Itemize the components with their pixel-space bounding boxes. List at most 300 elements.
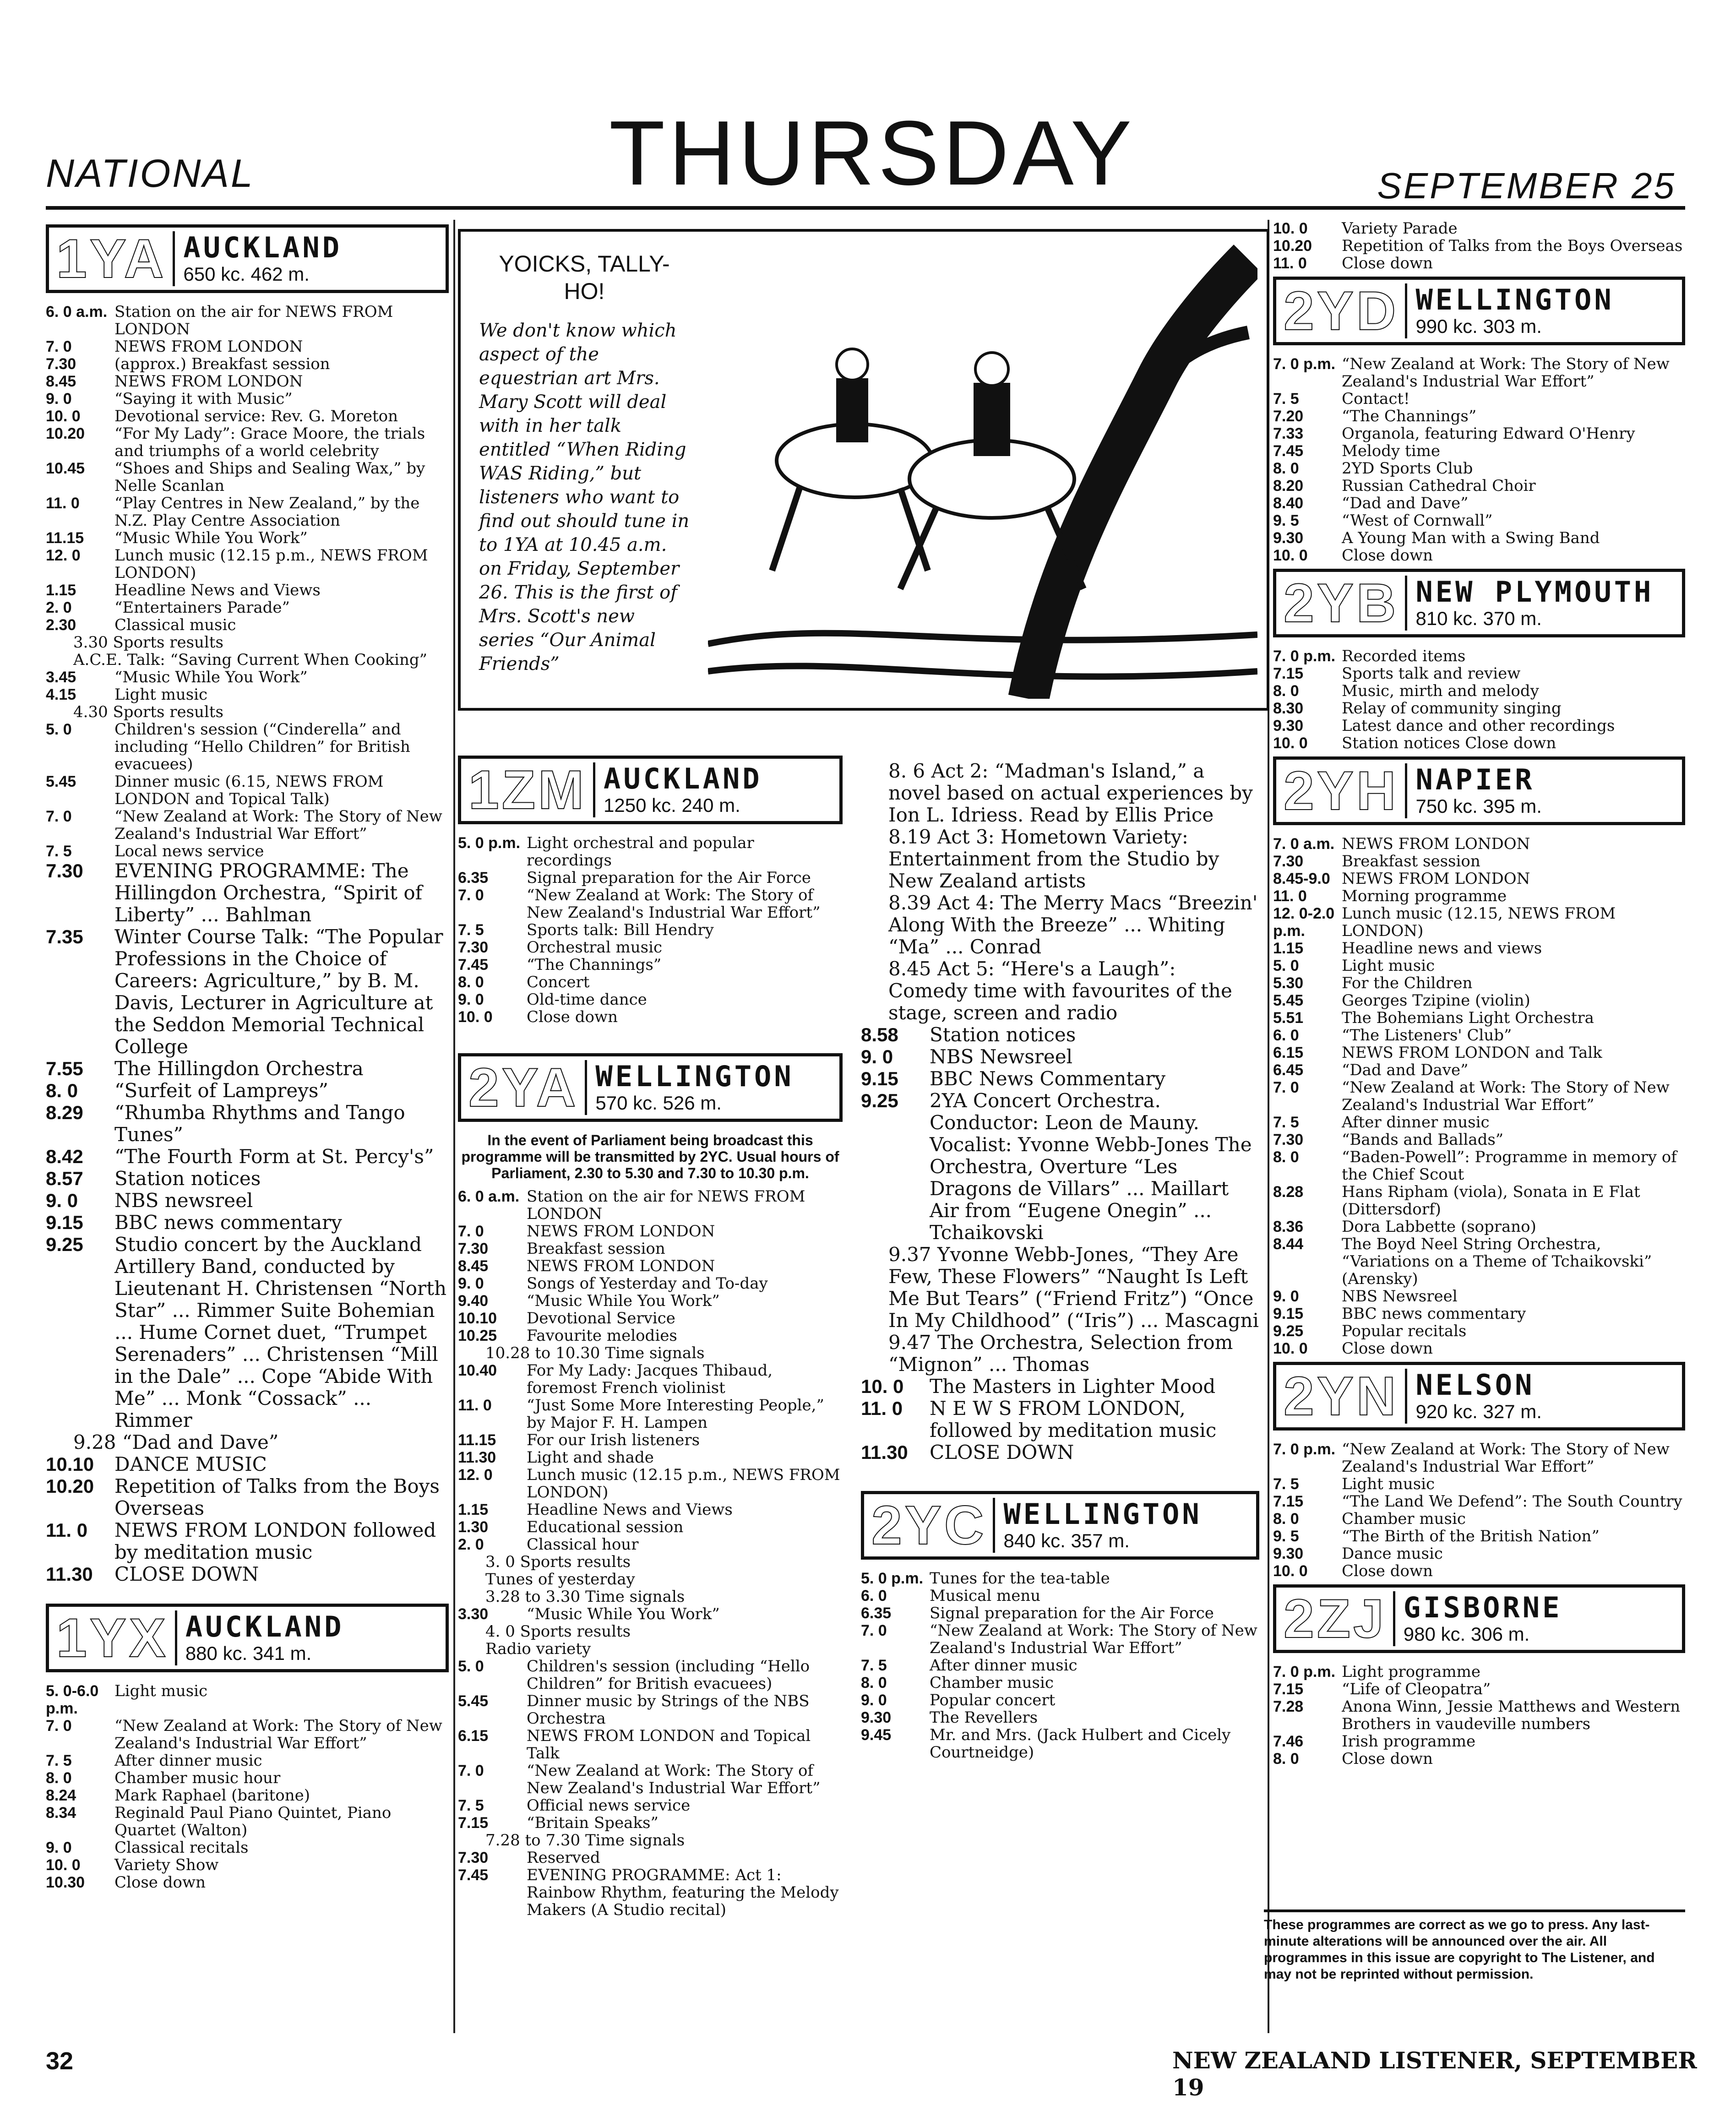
programme-row bbox=[1273, 1475, 1685, 1493]
programme-row bbox=[458, 1849, 843, 1866]
programme-title: “Dad and Dave” bbox=[1342, 1061, 1469, 1079]
programme-row bbox=[861, 1587, 1259, 1605]
programme-row bbox=[458, 1588, 843, 1605]
programme-title: Anona Winn, Jessie Matthews and Western Brothers in vaudeville numbers bbox=[1342, 1697, 1681, 1733]
programme-time: 7.46 bbox=[1273, 1733, 1304, 1750]
programme-title: Repetition of Talks from the Boys Overseas bbox=[1342, 237, 1683, 255]
programme-row bbox=[46, 582, 449, 599]
programme-row bbox=[458, 1553, 843, 1571]
programme-time: 10.20 bbox=[46, 1475, 94, 1497]
programme-time: 7.15 bbox=[1273, 665, 1304, 682]
programme-time: 7. 5 bbox=[458, 1797, 484, 1814]
station-city: AUCKLAND bbox=[185, 1610, 344, 1643]
programme-row bbox=[458, 1344, 843, 1362]
programme-title: Old-time dance bbox=[527, 990, 647, 1009]
programme-row bbox=[861, 1090, 1259, 1244]
programme-time: 5.30 bbox=[1273, 974, 1304, 992]
programme-row bbox=[458, 939, 843, 956]
programme-time: 4.15 bbox=[46, 686, 76, 703]
programme-row bbox=[46, 651, 449, 669]
programme-row bbox=[46, 1717, 449, 1752]
column-2b bbox=[861, 760, 1259, 1761]
programme-title: “Music While You Work” bbox=[114, 529, 308, 547]
programme-title: After dinner music bbox=[1342, 1113, 1490, 1131]
twoyb-list bbox=[1273, 647, 1685, 752]
programme-title: “The Birth of the British Nation” bbox=[1342, 1527, 1600, 1545]
programme-title: 3.28 to 3.30 Time signals bbox=[485, 1588, 685, 1606]
station-freq: 750 kc. 395 m. bbox=[1415, 795, 1542, 817]
date-label: SEPTEMBER 25 bbox=[1377, 165, 1676, 206]
programme-time: 8.45-9.0 bbox=[1273, 870, 1330, 887]
programme-row bbox=[458, 1431, 843, 1449]
programme-title: CLOSE DOWN bbox=[930, 1441, 1074, 1463]
programme-title: 9.28 “Dad and Dave” bbox=[73, 1431, 279, 1453]
programme-title: “For My Lady”: Grace Moore, the trials and triumphs of a world celebrity bbox=[114, 424, 425, 460]
programme-row bbox=[46, 1431, 449, 1453]
programme-time: 7. 0 bbox=[458, 887, 484, 904]
programme-row bbox=[46, 547, 449, 582]
programme-title: “New Zealand at Work: The Story of New Zealand's Industrial War Effort” bbox=[114, 1717, 442, 1752]
programme-row bbox=[46, 1190, 449, 1212]
programme-row bbox=[458, 1310, 843, 1327]
programme-title: Children's session (including “Hello Children” for British evacuees) bbox=[527, 1657, 810, 1693]
programme-row bbox=[458, 1257, 843, 1275]
programme-title: “New Zealand at Work: The Story of New Zealand's Industrial War Effort” bbox=[1342, 355, 1670, 391]
programme-title: Classical music bbox=[114, 616, 236, 634]
programme-title: Music, mirth and melody bbox=[1342, 682, 1539, 700]
programme-row bbox=[1273, 974, 1685, 992]
programme-time: 8. 0 bbox=[46, 1080, 78, 1101]
programme-title: Repetition of Talks from the Boys Overseas bbox=[114, 1475, 440, 1519]
programme-time: 9.25 bbox=[1273, 1322, 1304, 1340]
programme-title: Light orchestral and popular recordings bbox=[527, 834, 754, 870]
programme-row bbox=[46, 1769, 449, 1787]
programme-row bbox=[46, 1856, 449, 1874]
programme-time: 7. 0 bbox=[46, 1717, 72, 1735]
programme-row bbox=[861, 1692, 1259, 1709]
station-call: 2YD bbox=[1284, 283, 1407, 338]
programme-row bbox=[1273, 940, 1685, 957]
programme-time: 12. 0 bbox=[46, 547, 81, 564]
programme-row bbox=[861, 826, 1259, 892]
programme-title: Musical menu bbox=[930, 1587, 1041, 1605]
programme-title: Light music bbox=[1342, 957, 1435, 975]
programme-row bbox=[46, 843, 449, 860]
programme-row bbox=[1273, 1493, 1685, 1510]
programme-title: Light music bbox=[114, 685, 208, 704]
programme-row bbox=[46, 1212, 449, 1234]
programme-row bbox=[46, 1146, 449, 1168]
programme-row bbox=[1273, 1114, 1685, 1131]
station-freq: 1250 kc. 240 m. bbox=[604, 794, 740, 816]
programme-time: 7.30 bbox=[458, 1240, 489, 1257]
programme-row bbox=[46, 303, 449, 338]
programme-title: Light programme bbox=[1342, 1663, 1480, 1681]
programme-time: 7.45 bbox=[458, 1866, 489, 1884]
station-header-1zm bbox=[458, 756, 843, 824]
programme-time: 5.45 bbox=[1273, 992, 1304, 1009]
programme-time: 5.45 bbox=[46, 773, 76, 790]
programme-row bbox=[458, 1536, 843, 1553]
izm-list bbox=[458, 834, 843, 1026]
programme-time: 10. 0 bbox=[861, 1376, 904, 1397]
programme-row bbox=[1273, 1733, 1685, 1750]
programme-title: After dinner music bbox=[114, 1752, 262, 1770]
programme-title: For our Irish listeners bbox=[527, 1431, 700, 1449]
twoyh-list bbox=[1273, 835, 1685, 1357]
programme-time: 8. 0 bbox=[1273, 460, 1299, 477]
programme-time: 9. 0 bbox=[458, 991, 484, 1008]
programme-title: “Bands and Ballads” bbox=[1342, 1131, 1504, 1149]
programme-row bbox=[861, 1726, 1259, 1761]
programme-title: Close down bbox=[1342, 546, 1433, 565]
programme-row bbox=[46, 1682, 449, 1717]
programme-time: 12. 0 bbox=[458, 1466, 493, 1484]
programme-time bbox=[861, 760, 888, 826]
programme-row bbox=[46, 460, 449, 495]
station-call: 1YX bbox=[56, 1610, 177, 1665]
programme-time: 11.15 bbox=[458, 1431, 496, 1449]
programme-time: 1.15 bbox=[46, 582, 76, 599]
feature-title: YOICKS, TALLY-HO! bbox=[499, 251, 670, 304]
programme-title: Morning programme bbox=[1342, 887, 1507, 905]
programme-title: NEWS FROM LONDON bbox=[527, 1222, 715, 1240]
programme-time: 9.25 bbox=[861, 1090, 898, 1111]
programme-time bbox=[861, 1332, 888, 1376]
programme-row bbox=[458, 834, 843, 869]
programme-time: 7. 0 bbox=[861, 1622, 887, 1639]
programme-time: 5.45 bbox=[458, 1692, 489, 1710]
programme-row bbox=[1273, 1562, 1685, 1580]
programme-row bbox=[861, 1046, 1259, 1068]
programme-title: Devotional service: Rev. G. Moreton bbox=[114, 407, 398, 425]
section-label: NATIONAL bbox=[46, 152, 255, 196]
station-header-1yx bbox=[46, 1604, 449, 1672]
programme-row bbox=[46, 1787, 449, 1804]
programme-title: Close down bbox=[1342, 1339, 1433, 1358]
programme-row bbox=[46, 860, 449, 926]
programme-row bbox=[458, 991, 843, 1008]
station-header-1ya bbox=[46, 224, 449, 293]
twoyd-list bbox=[1273, 355, 1685, 564]
page-header bbox=[46, 101, 1685, 211]
page-number: 32 bbox=[46, 2047, 74, 2075]
programme-title: Winter Course Talk: “The Popular Professions in the Choice of Careers: Agriculture,” by B. M. Davis, Lecturer in Agriculture at the Seddon Memorial Technical College bbox=[114, 925, 443, 1058]
programme-row bbox=[46, 1453, 449, 1475]
programme-row bbox=[861, 1398, 1259, 1441]
programme-title: Headline news and views bbox=[1342, 939, 1542, 957]
programme-row bbox=[458, 1327, 843, 1344]
programme-row bbox=[1273, 905, 1685, 940]
programme-time: 7.45 bbox=[458, 956, 489, 974]
programme-time: 8.58 bbox=[861, 1024, 898, 1045]
programme-row bbox=[458, 1501, 843, 1518]
programme-title: 8.39 Act 4: The Merry Macs “Breezin' Along With the Breeze” ... Whiting “Ma” ... Conrad bbox=[888, 892, 1258, 958]
programme-title: “The Channings” bbox=[1342, 407, 1477, 425]
twozj-list bbox=[1273, 1663, 1685, 1768]
programme-title: “Surfeit of Lampreys” bbox=[114, 1079, 328, 1102]
programme-time: 9.15 bbox=[861, 1068, 898, 1089]
programme-row bbox=[1273, 887, 1685, 905]
programme-time: 7.30 bbox=[46, 355, 76, 373]
station-freq: 650 kc. 462 m. bbox=[183, 263, 310, 285]
programme-time: 10. 0 bbox=[1273, 1562, 1308, 1580]
programme-row bbox=[1273, 682, 1685, 700]
programme-title: Close down bbox=[114, 1873, 206, 1892]
programme-time: 9. 0 bbox=[458, 1275, 484, 1292]
programme-title: Close down bbox=[527, 1008, 618, 1026]
programme-time: 7. 0 bbox=[1273, 1079, 1299, 1096]
programme-time: 6.45 bbox=[1273, 1061, 1304, 1079]
programme-time: 10. 0 bbox=[1273, 220, 1308, 237]
programme-row bbox=[1273, 1218, 1685, 1235]
station-city: GISBORNE bbox=[1403, 1590, 1562, 1624]
programme-time: 8. 0 bbox=[861, 1674, 887, 1692]
programme-title: Melody time bbox=[1342, 442, 1440, 460]
programme-time: 7. 0 p.m. bbox=[1273, 1663, 1336, 1681]
programme-title: NEWS FROM LONDON bbox=[1342, 835, 1530, 853]
programme-title: Relay of community singing bbox=[1342, 699, 1562, 718]
programme-row bbox=[1273, 1528, 1685, 1545]
programme-title: For My Lady: Jacques Thibaud, foremost French violinist bbox=[527, 1361, 773, 1397]
programme-row bbox=[1273, 237, 1685, 255]
station-city: WELLINGTON bbox=[595, 1059, 794, 1093]
programme-title: Devotional Service bbox=[527, 1309, 675, 1327]
programme-row bbox=[458, 1762, 843, 1797]
programme-row bbox=[1273, 1340, 1685, 1357]
programme-time: 7.28 bbox=[1273, 1698, 1304, 1715]
programme-title: “Music While You Work” bbox=[527, 1292, 720, 1310]
programme-row bbox=[458, 1397, 843, 1431]
programme-time: 7. 5 bbox=[46, 1752, 72, 1769]
programme-time: 5. 0 bbox=[458, 1658, 484, 1675]
programme-time: 6.15 bbox=[458, 1727, 489, 1745]
station-freq: 840 kc. 357 m. bbox=[1003, 1530, 1130, 1552]
station-call: 1YA bbox=[56, 231, 175, 286]
programme-time: 11. 0 bbox=[458, 1397, 492, 1414]
programme-time: 6.35 bbox=[458, 869, 489, 887]
programme-time: 8.28 bbox=[1273, 1183, 1304, 1201]
programme-time: 5. 0-6.0 p.m. bbox=[46, 1682, 99, 1717]
programme-row bbox=[46, 529, 449, 547]
programme-title: Dance music bbox=[1342, 1545, 1443, 1563]
programme-title: 3. 0 Sports results bbox=[485, 1553, 631, 1571]
programme-title: Popular concert bbox=[930, 1691, 1056, 1709]
programme-row bbox=[458, 1571, 843, 1588]
programme-time: 10.45 bbox=[46, 460, 85, 477]
programme-time: 1.15 bbox=[458, 1501, 489, 1518]
programme-row bbox=[46, 1234, 449, 1431]
programme-time: 6.15 bbox=[1273, 1044, 1304, 1061]
programme-time: 7. 0 bbox=[46, 338, 72, 355]
programme-title: Lunch music (12.15 p.m., NEWS FROM LONDON) bbox=[114, 546, 428, 582]
programme-title: NEWS FROM LONDON bbox=[114, 372, 303, 391]
station-freq: 570 kc. 526 m. bbox=[595, 1092, 722, 1114]
programme-title: The Boyd Neel String Orchestra, “Variations on a Theme of Tchaikovski” (Arensky) bbox=[1342, 1235, 1652, 1288]
station-freq: 810 kc. 370 m. bbox=[1415, 608, 1542, 630]
programme-row bbox=[1273, 700, 1685, 717]
programme-row bbox=[1273, 255, 1685, 272]
programme-row bbox=[861, 1244, 1259, 1332]
programme-time: 8.42 bbox=[46, 1146, 83, 1167]
feature-text: We don't know which aspect of the equestrian art Mrs. Mary Scott will deal with in her talk entitled “When Riding WAS Riding,” but listeners who want to find out should tune in to 1YA at 10.45 a.m. on Friday, September 26. This is the first of Mrs. Scott's new series “Our Animal Friends” bbox=[479, 320, 690, 675]
programme-title: 9.37 Yvonne Webb-Jones, “They Are Few, These Flowers” “Naught Is Left Me But Tears” (“Friend Fritz”) “Once In My Childhood” (“Iris”) ... Mascagni bbox=[888, 1243, 1259, 1332]
twoyn-list bbox=[1273, 1441, 1685, 1580]
programme-time: 7. 0 bbox=[46, 808, 72, 825]
programme-row bbox=[458, 1223, 843, 1240]
programme-row bbox=[46, 808, 449, 843]
programme-time: 9. 0 bbox=[1273, 1288, 1299, 1305]
programme-title: After dinner music bbox=[930, 1656, 1078, 1675]
programme-title: Georges Tzipine (violin) bbox=[1342, 991, 1530, 1010]
programme-title: For the Children bbox=[1342, 974, 1473, 992]
programme-row bbox=[861, 1674, 1259, 1692]
programme-title: “New Zealand at Work: The Story of New Zealand's Industrial War Effort” bbox=[1342, 1440, 1670, 1476]
programme-time: 10. 0 bbox=[1273, 1340, 1308, 1357]
programme-time: 11. 0 bbox=[46, 495, 80, 512]
programme-title: 8.45 Act 5: “Here's a Laugh”: Comedy time with favourites of the stage, screen and radio bbox=[888, 957, 1232, 1024]
programme-title: “New Zealand at Work: The Story of New Zealand's Industrial War Effort” bbox=[1342, 1078, 1670, 1114]
programme-row bbox=[458, 887, 843, 921]
programme-row bbox=[1273, 512, 1685, 529]
programme-time: 8. 0 bbox=[1273, 1510, 1299, 1528]
programme-time: 10.40 bbox=[458, 1362, 497, 1379]
programme-row bbox=[46, 1475, 449, 1519]
programme-title: Popular recitals bbox=[1342, 1322, 1467, 1340]
station-header-2yh bbox=[1273, 756, 1685, 825]
programme-title: Station notices bbox=[930, 1023, 1076, 1046]
programme-time: 7.30 bbox=[1273, 1131, 1304, 1148]
programme-row bbox=[46, 1874, 449, 1891]
programme-row bbox=[46, 338, 449, 355]
programme-time: 8.45 bbox=[458, 1257, 489, 1275]
programme-row bbox=[458, 1797, 843, 1814]
programme-title: Variety Parade bbox=[1342, 219, 1458, 238]
iya-evening-list bbox=[46, 860, 449, 1585]
programme-title: “New Zealand at Work: The Story of New Zealand's Industrial War Effort” bbox=[527, 1762, 821, 1797]
programme-row bbox=[1273, 870, 1685, 887]
programme-row bbox=[46, 634, 449, 651]
station-city: NEW PLYMOUTH bbox=[1415, 575, 1654, 609]
programme-title: “Just Some More Interesting People,” by Major F. H. Lampen bbox=[527, 1396, 824, 1432]
programme-title: Mark Raphael (baritone) bbox=[114, 1786, 310, 1805]
programme-title: Breakfast session bbox=[527, 1240, 665, 1258]
programme-row bbox=[46, 773, 449, 808]
programme-time: 8. 0 bbox=[1273, 1750, 1299, 1768]
programme-title: 4. 0 Sports results bbox=[485, 1622, 631, 1641]
programme-row bbox=[46, 1168, 449, 1190]
programme-row bbox=[458, 1623, 843, 1640]
programme-time: 7. 5 bbox=[46, 843, 72, 860]
programme-row bbox=[1273, 853, 1685, 870]
programme-row bbox=[1273, 1009, 1685, 1027]
programme-time: 8.40 bbox=[1273, 495, 1304, 512]
programme-title: Chamber music bbox=[1342, 1510, 1466, 1528]
programme-time: 10.30 bbox=[46, 1874, 85, 1891]
programme-time: 7.20 bbox=[1273, 408, 1304, 425]
programme-time bbox=[458, 1344, 485, 1362]
programme-time: 9. 0 bbox=[46, 1190, 78, 1211]
programme-title: Songs of Yesterday and To-day bbox=[527, 1274, 768, 1293]
programme-row bbox=[861, 1376, 1259, 1398]
programme-time: 10.20 bbox=[1273, 237, 1312, 255]
programme-time: 8.36 bbox=[1273, 1218, 1304, 1235]
programme-title: 4.30 Sports results bbox=[73, 703, 223, 721]
programme-row bbox=[1273, 1663, 1685, 1681]
programme-row bbox=[46, 1102, 449, 1146]
programme-title: Signal preparation for the Air Force bbox=[930, 1604, 1214, 1622]
programme-title: Official news service bbox=[527, 1796, 691, 1815]
programme-time: 8.45 bbox=[46, 373, 76, 390]
programme-title: Orchestral music bbox=[527, 938, 663, 957]
programme-time: 10.20 bbox=[46, 425, 85, 442]
programme-row bbox=[861, 1068, 1259, 1090]
programme-row bbox=[1273, 647, 1685, 665]
iyx-list bbox=[46, 1682, 449, 1891]
programme-row bbox=[1273, 1061, 1685, 1079]
programme-row bbox=[1273, 1027, 1685, 1044]
programme-title: NEWS FROM LONDON bbox=[527, 1257, 715, 1275]
programme-title: 7.28 to 7.30 Time signals bbox=[485, 1831, 685, 1849]
programme-title: (approx.) Breakfast session bbox=[114, 355, 330, 373]
programme-title: Station on the air for NEWS FROM LONDON bbox=[114, 303, 393, 338]
programme-title: 9.47 The Orchestra, Selection from “Mignon” ... Thomas bbox=[888, 1331, 1233, 1376]
programme-title: Recorded items bbox=[1342, 647, 1466, 665]
publication-line: NEW ZEALAND LISTENER, SEPTEMBER 19 bbox=[1172, 2047, 1697, 2101]
programme-row bbox=[46, 703, 449, 721]
programme-time: 5. 0 bbox=[46, 721, 72, 738]
programme-time: 8.34 bbox=[46, 1804, 76, 1822]
programme-time: 9. 5 bbox=[1273, 1528, 1299, 1545]
programme-title: Lunch music (12.15, NEWS FROM LONDON) bbox=[1342, 904, 1616, 940]
programme-row bbox=[458, 1866, 843, 1919]
disclaimer: These programmes are correct as we go to press. Any last-minute alterations will be announced over the air. All programmes in this issue are copyright to The Listener, and may not be reprinted without permission. bbox=[1264, 1909, 1685, 1983]
programme-time: 11.15 bbox=[46, 529, 84, 547]
programme-time: 9. 0 bbox=[46, 1839, 72, 1856]
station-city: AUCKLAND bbox=[183, 230, 343, 264]
station-freq: 980 kc. 306 m. bbox=[1403, 1623, 1530, 1645]
programme-row bbox=[46, 721, 449, 773]
programme-row bbox=[458, 921, 843, 939]
station-call: 2YB bbox=[1284, 576, 1407, 631]
programme-time: 9.25 bbox=[46, 1234, 83, 1255]
programme-title: Lunch music (12.15 p.m., NEWS FROM LONDON) bbox=[527, 1466, 840, 1501]
programme-title: Educational session bbox=[527, 1518, 684, 1536]
programme-title: NBS Newsreel bbox=[930, 1045, 1073, 1068]
programme-time: 7.45 bbox=[1273, 442, 1304, 460]
programme-time: 8. 0 bbox=[46, 1769, 72, 1787]
programme-title: N E W S FROM LONDON, followed by meditation music bbox=[930, 1397, 1217, 1441]
programme-title: Breakfast session bbox=[1342, 852, 1480, 870]
programme-title: Russian Cathedral Choir bbox=[1342, 477, 1536, 495]
programme-title: Latest dance and other recordings bbox=[1342, 717, 1615, 735]
programme-time: 7. 5 bbox=[1273, 1475, 1299, 1493]
programme-title: Headline News and Views bbox=[527, 1501, 733, 1519]
programme-title: Dora Labbette (soprano) bbox=[1342, 1218, 1536, 1236]
programme-time: 9. 0 bbox=[861, 1692, 887, 1709]
column-2a bbox=[458, 751, 843, 1919]
programme-title: “The Listeners' Club” bbox=[1342, 1026, 1512, 1044]
programme-title: “Entertainers Parade” bbox=[114, 598, 290, 617]
programme-time: 9. 0 bbox=[46, 390, 72, 408]
programme-time: 10.10 bbox=[46, 1453, 94, 1475]
programme-title: “Shoes and Ships and Sealing Wax,” by Nelle Scanlan bbox=[114, 459, 425, 495]
programme-row bbox=[46, 408, 449, 425]
programme-title: EVENING PROGRAMME: Act 1: Rainbow Rhythm, featuring the Melody Makers (A Studio recital) bbox=[527, 1866, 839, 1919]
feature-box bbox=[458, 229, 1269, 711]
programme-title: “New Zealand at Work: The Story of New Zealand's Industrial War Effort” bbox=[114, 807, 442, 843]
programme-time: 11.30 bbox=[46, 1563, 93, 1585]
